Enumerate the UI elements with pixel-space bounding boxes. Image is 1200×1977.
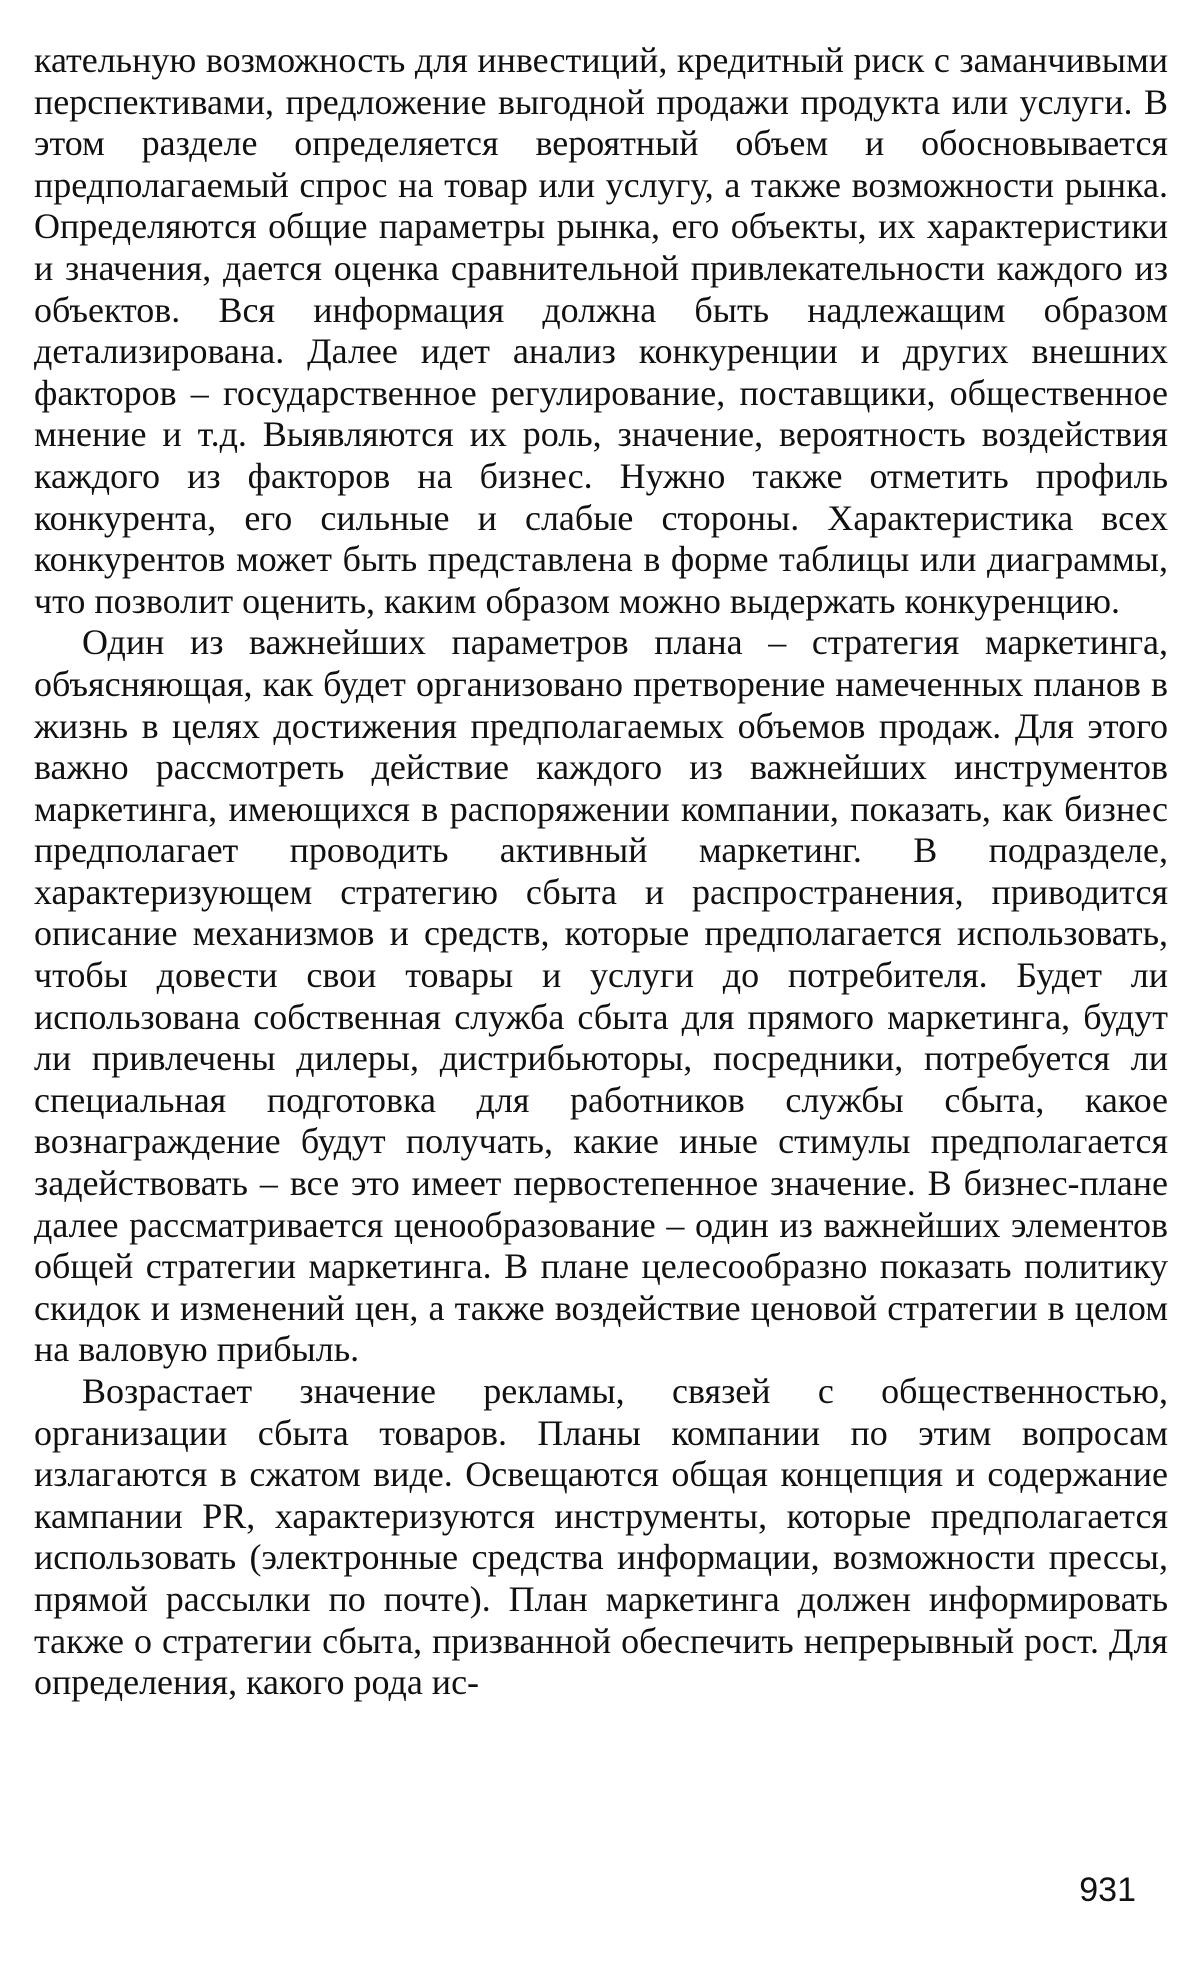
book-page (34, 40, 1168, 1704)
paragraph-continuation: кательную возможность для инвестиций, кредитный риск с заманчивыми перспективами, предложение выгодной продажи продукта или услуги. В этом разделе определяется вероятный объем и обосновывается предполагаемый спрос на товар или услугу, а также возможности рынка. Определяются общие параметры рынка, его объекты, их характеристики и значения, дается оценка сравнительной привлекательности каждого из объектов. Вся информация должна быть надлежащим образом детализирована. Далее идет анализ конкуренции и других внешних факторов – государственное регулирование, поставщики, общественное мнение и т.д. Выявляются их роль, значение, вероятность воздействия каждого из факторов на бизнес. Нужно также отметить профиль конкурента, его сильные и слабые стороны. Характеристика всех конкурентов может быть представлена в форме таблицы или диаграммы, что позволит оценить, каким образом можно выдержать конкуренцию. (34, 40, 1168, 621)
paragraph-marketing-strategy: Один из важнейших параметров плана – стратегия маркетинга, объясняющая, как будет организовано претворение намеченных планов в жизнь в целях достижения предполагаемых объемов продаж. Для этого важно рассмотреть действие каждого из важнейших инструментов маркетинга, имеющихся в распоряжении компании, показать, как бизнес предполагает проводить активный маркетинг. В подразделе, характеризующем стратегию сбыта и распространения, приводится описание механизмов и средств, которые предполагается использовать, чтобы довести свои товары и услуги до потребителя. Будет ли использована собственная служба сбыта для прямого маркетинга, будут ли привлечены дилеры, дистрибьюторы, посредники, потребуется ли специальная подготовка для работников службы сбыта, какое вознаграждение будут получать, какие иные стимулы предполагается задействовать – все это имеет первостепенное значение. В бизнес-плане далее рассматривается ценообразование – один из важнейших элементов общей стратегии маркетинга. В плане целесообразно показать политику скидок и изменений цен, а также воздействие ценовой стратегии в целом на валовую прибыль. (34, 622, 1168, 1370)
page-number: 931 (1079, 1871, 1136, 1909)
paragraph-advertising-pr: Возрастает значение рекламы, связей с общественностью, организации сбыта товаров. Планы компании по этим вопросам излагаются в сжатом виде. Освещаются общая концепция и содержание кампании PR, характеризуются инструменты, которые предполагается использовать (электронные средства информации, возможности прессы, прямой рассылки по почте). План маркетинга должен информировать также о стратегии сбыта, призванной обеспечить непрерывный рост. Для определения, какого рода ис- (34, 1371, 1168, 1703)
